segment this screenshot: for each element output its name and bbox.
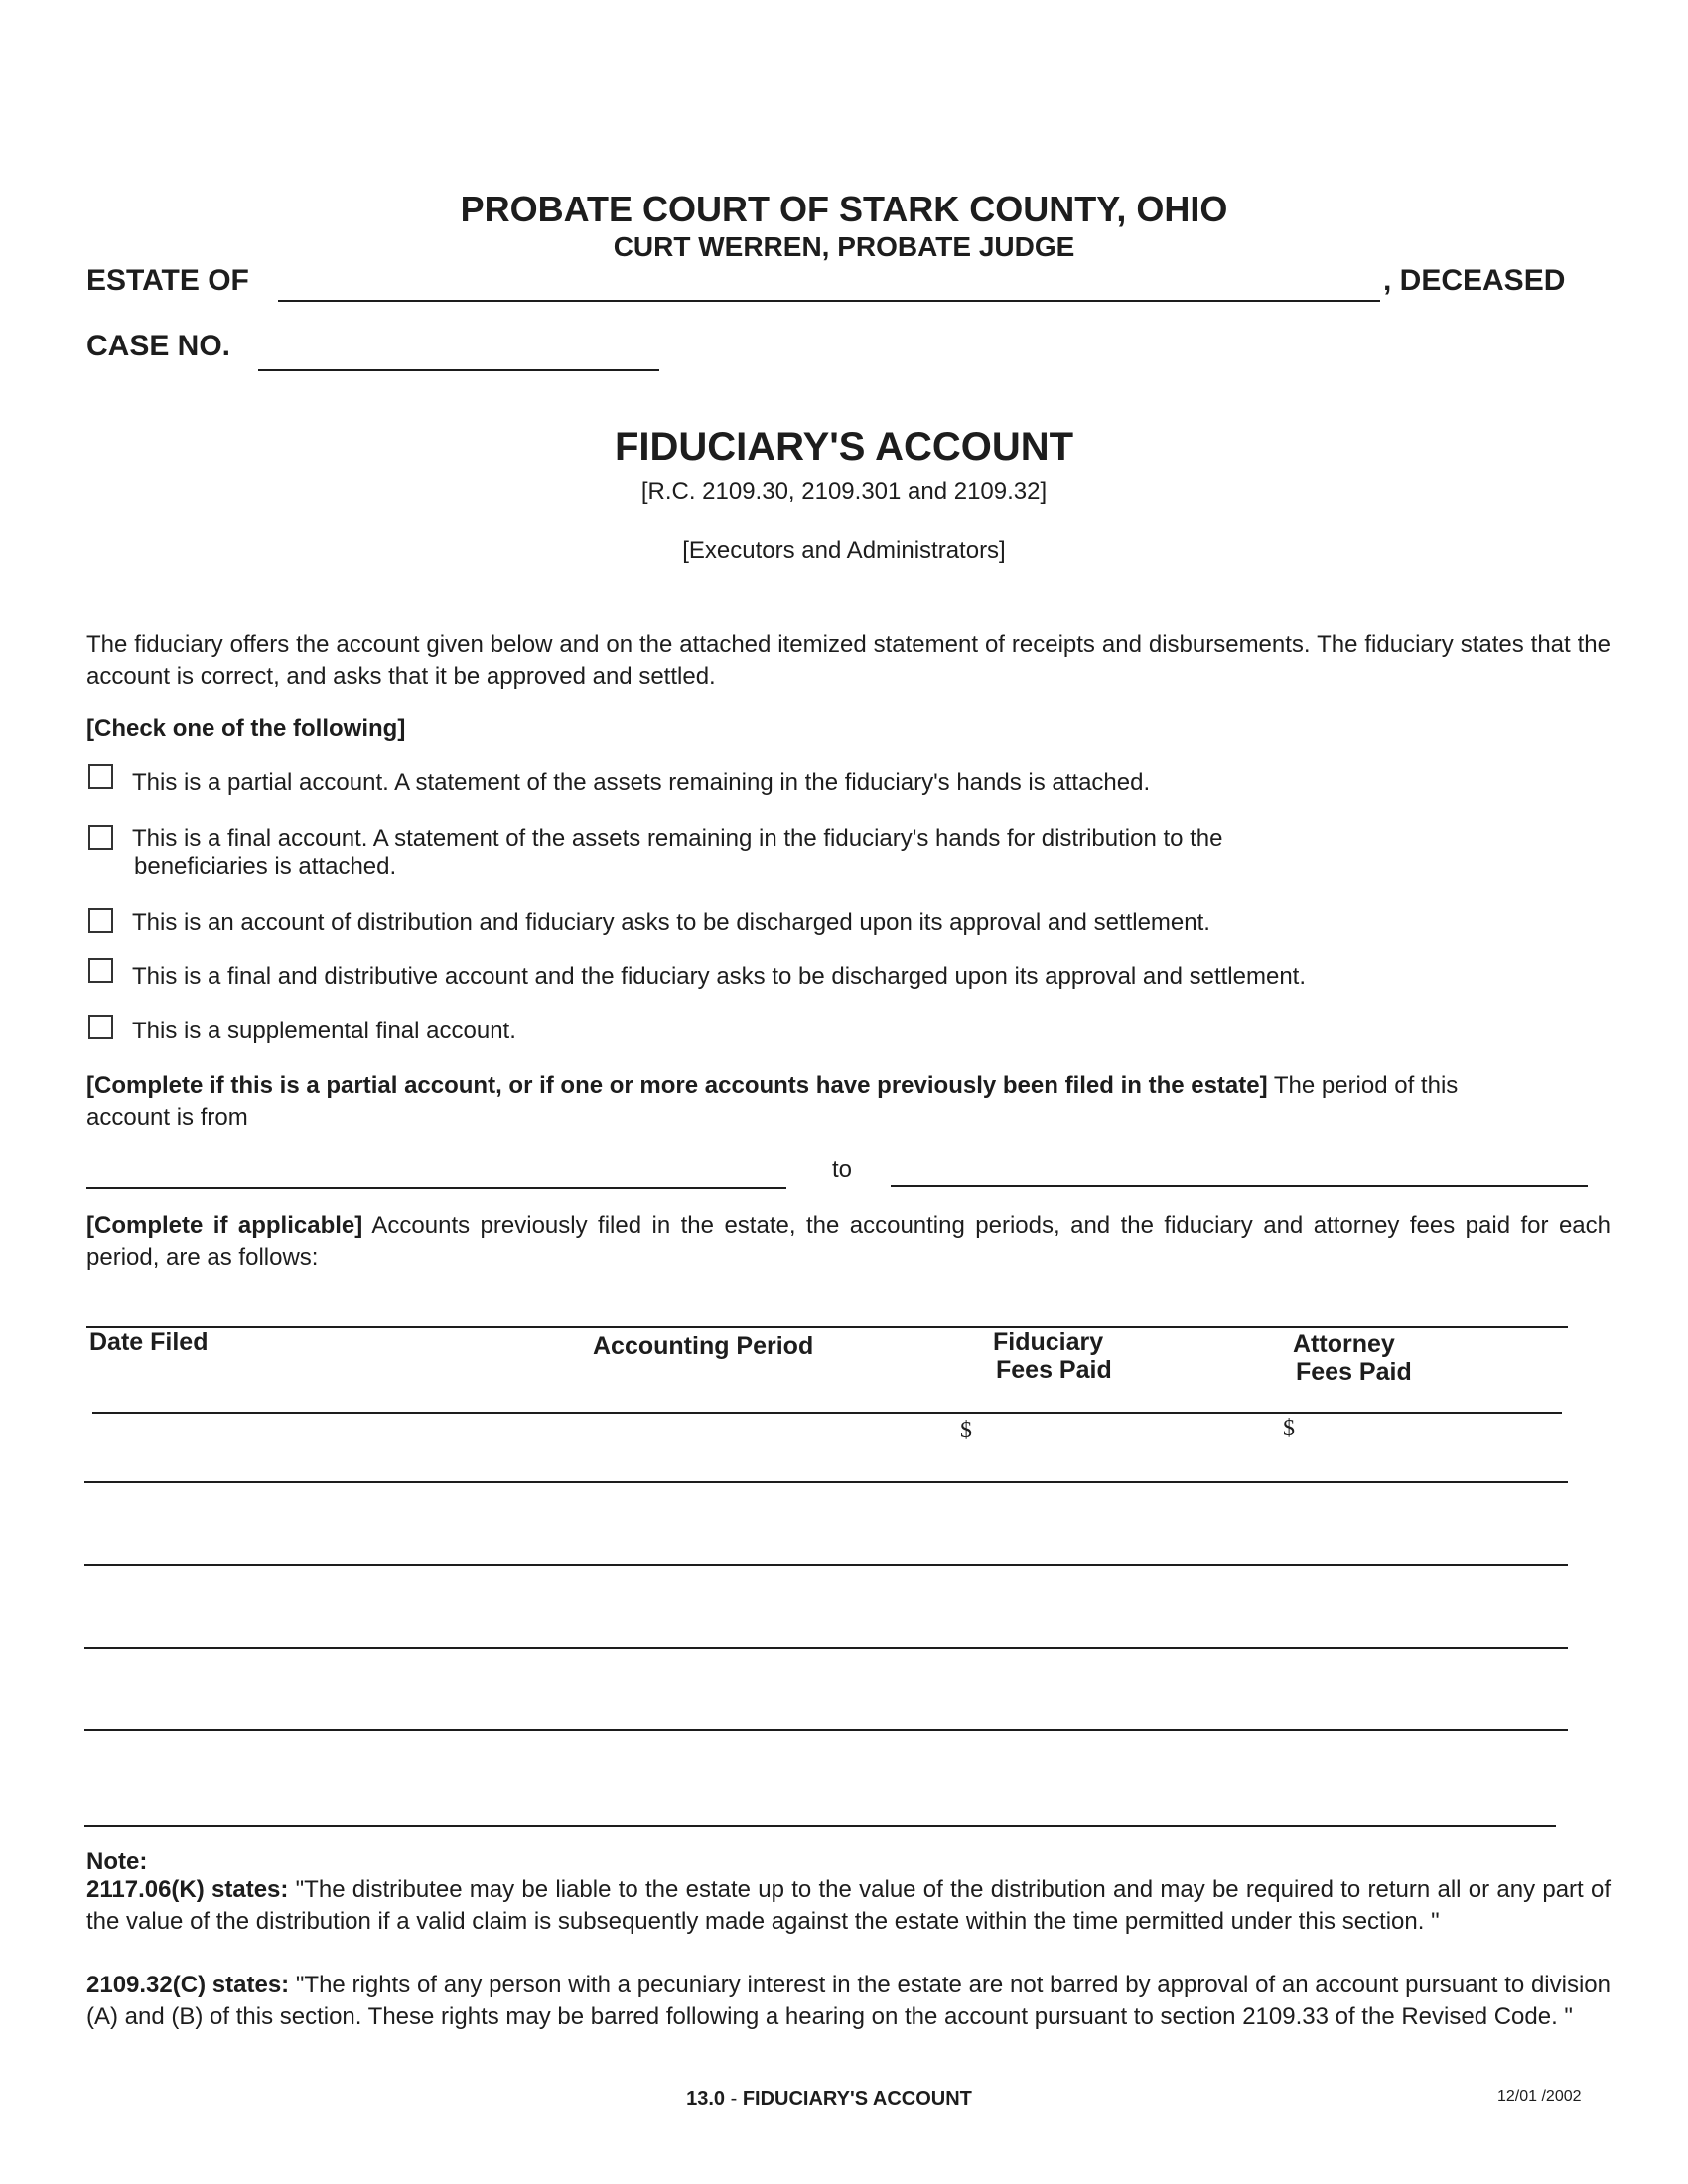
option-final-distributive-label: This is a final and distributive account and the fiduciary asks to be discharged upon its approval and settlement. bbox=[132, 963, 1307, 990]
estate-name-field[interactable] bbox=[278, 300, 1380, 302]
previous-accounts-paragraph bbox=[86, 1210, 1611, 1274]
note-2109-citation: 2109.32(C) states: bbox=[86, 1972, 290, 1998]
check-heading: [Check one of the following] bbox=[86, 715, 406, 742]
col-fiduciary-fees bbox=[993, 1328, 1112, 1384]
supplemental-final-account-checkbox[interactable] bbox=[88, 1015, 113, 1039]
previous-text: Accounts previously filed in the estate, the accounting periods, and the fiduciary and attorney fees paid for each period, are as follows: bbox=[86, 1212, 1611, 1271]
table-row-3[interactable] bbox=[84, 1647, 1568, 1649]
form-statute: [R.C. 2109.30, 2109.301 and 2109.32] bbox=[640, 478, 1048, 505]
col-date-filed: Date Filed bbox=[89, 1328, 209, 1356]
table-row-1[interactable] bbox=[84, 1481, 1568, 1483]
col-fiduciary-fees-line2: Fees Paid bbox=[996, 1356, 1112, 1384]
period-paragraph bbox=[86, 1070, 1611, 1134]
col-attorney-fees-line1: Attorney bbox=[1293, 1330, 1395, 1358]
final-distributive-account-checkbox[interactable] bbox=[88, 958, 113, 983]
fiduciary-fee-currency: $ bbox=[960, 1418, 972, 1443]
deceased-label: , DECEASED bbox=[1383, 264, 1566, 297]
table-row-4[interactable] bbox=[84, 1729, 1568, 1731]
case-no-field[interactable] bbox=[258, 369, 659, 371]
note-2117-text: "The distributee may be liable to the estate up to the value of the distribution and may be required to return all or any part of the value of the distribution if a valid claim is subsequently made against the estate within the time permitted under this section. " bbox=[86, 1876, 1611, 1935]
col-accounting-period: Accounting Period bbox=[593, 1332, 814, 1360]
option-distribution-account-label: This is an account of distribution and fiduciary asks to be discharged upon its approval and settlement. bbox=[132, 909, 1210, 936]
col-attorney-fees-line2: Fees Paid bbox=[1296, 1358, 1412, 1386]
period-text: The period of this bbox=[1267, 1072, 1459, 1099]
attorney-fee-currency: $ bbox=[1283, 1416, 1295, 1441]
option-partial-account-label: This is a partial account. A statement of the assets remaining in the fiduciary's hands is attached. bbox=[132, 769, 1151, 796]
judge-name: CURT WERREN, PROBATE JUDGE bbox=[613, 231, 1075, 262]
form-subtitle: [Executors and Administrators] bbox=[682, 537, 1006, 564]
final-account-checkbox[interactable] bbox=[88, 825, 113, 850]
col-attorney-fees bbox=[1293, 1330, 1412, 1386]
table-header-rule bbox=[92, 1412, 1562, 1414]
footer-date: 12/01 /2002 bbox=[1497, 2088, 1582, 2105]
period-text-cont: account is from bbox=[86, 1104, 248, 1131]
estate-of-label: ESTATE OF bbox=[86, 264, 249, 297]
form-title: FIDUCIARY'S ACCOUNT bbox=[614, 425, 1074, 469]
option-supplemental-label: This is a supplemental final account. bbox=[132, 1018, 516, 1044]
footer-form-id: 13.0 bbox=[686, 2088, 726, 2110]
period-from-field[interactable] bbox=[86, 1187, 786, 1189]
footer-form-label bbox=[0, 2088, 1658, 2111]
court-title: PROBATE COURT OF STARK COUNTY, OHIO bbox=[460, 189, 1228, 229]
partial-account-checkbox[interactable] bbox=[88, 764, 113, 789]
note-2109 bbox=[86, 1970, 1611, 2033]
note-2117-citation: 2117.06(K) states: bbox=[86, 1876, 289, 1903]
period-to-label: to bbox=[832, 1157, 853, 1183]
case-no-label: CASE NO. bbox=[86, 330, 231, 362]
col-fiduciary-fees-line1: Fiduciary bbox=[993, 1328, 1104, 1356]
note-label: Note: bbox=[86, 1848, 148, 1875]
period-to-field[interactable] bbox=[891, 1185, 1588, 1187]
option-final-account-label-cont: beneficiaries is attached. bbox=[134, 853, 397, 880]
distribution-account-checkbox[interactable] bbox=[88, 908, 113, 933]
note-2117 bbox=[86, 1874, 1611, 1938]
footer-form-sep: - bbox=[725, 2088, 743, 2110]
table-row-2[interactable] bbox=[84, 1564, 1568, 1566]
previous-instruction: [Complete if applicable] bbox=[86, 1212, 363, 1239]
footer-form-name: FIDUCIARY'S ACCOUNT bbox=[742, 2088, 972, 2110]
option-final-account-label: This is a final account. A statement of the assets remaining in the fiduciary's hands for distribution to the bbox=[132, 825, 1223, 852]
period-instruction: [Complete if this is a partial account, or if one or more accounts have previously been filed in the estate] bbox=[86, 1072, 1268, 1099]
intro-paragraph: The fiduciary offers the account given below and on the attached itemized statement of receipts and disbursements. The fiduciary states that the account is correct, and asks that it be approved and settled. bbox=[86, 631, 1611, 690]
note-2109-text: "The rights of any person with a pecuniary interest in the estate are not barred by approval of an account pursuant to division (A) and (B) of this section. These rights may be barred following a hearing on the account pursuant to section 2109.33 of the Revised Code. " bbox=[86, 1972, 1611, 2030]
table-top-rule bbox=[86, 1326, 1568, 1328]
table-row-5[interactable] bbox=[84, 1825, 1556, 1827]
